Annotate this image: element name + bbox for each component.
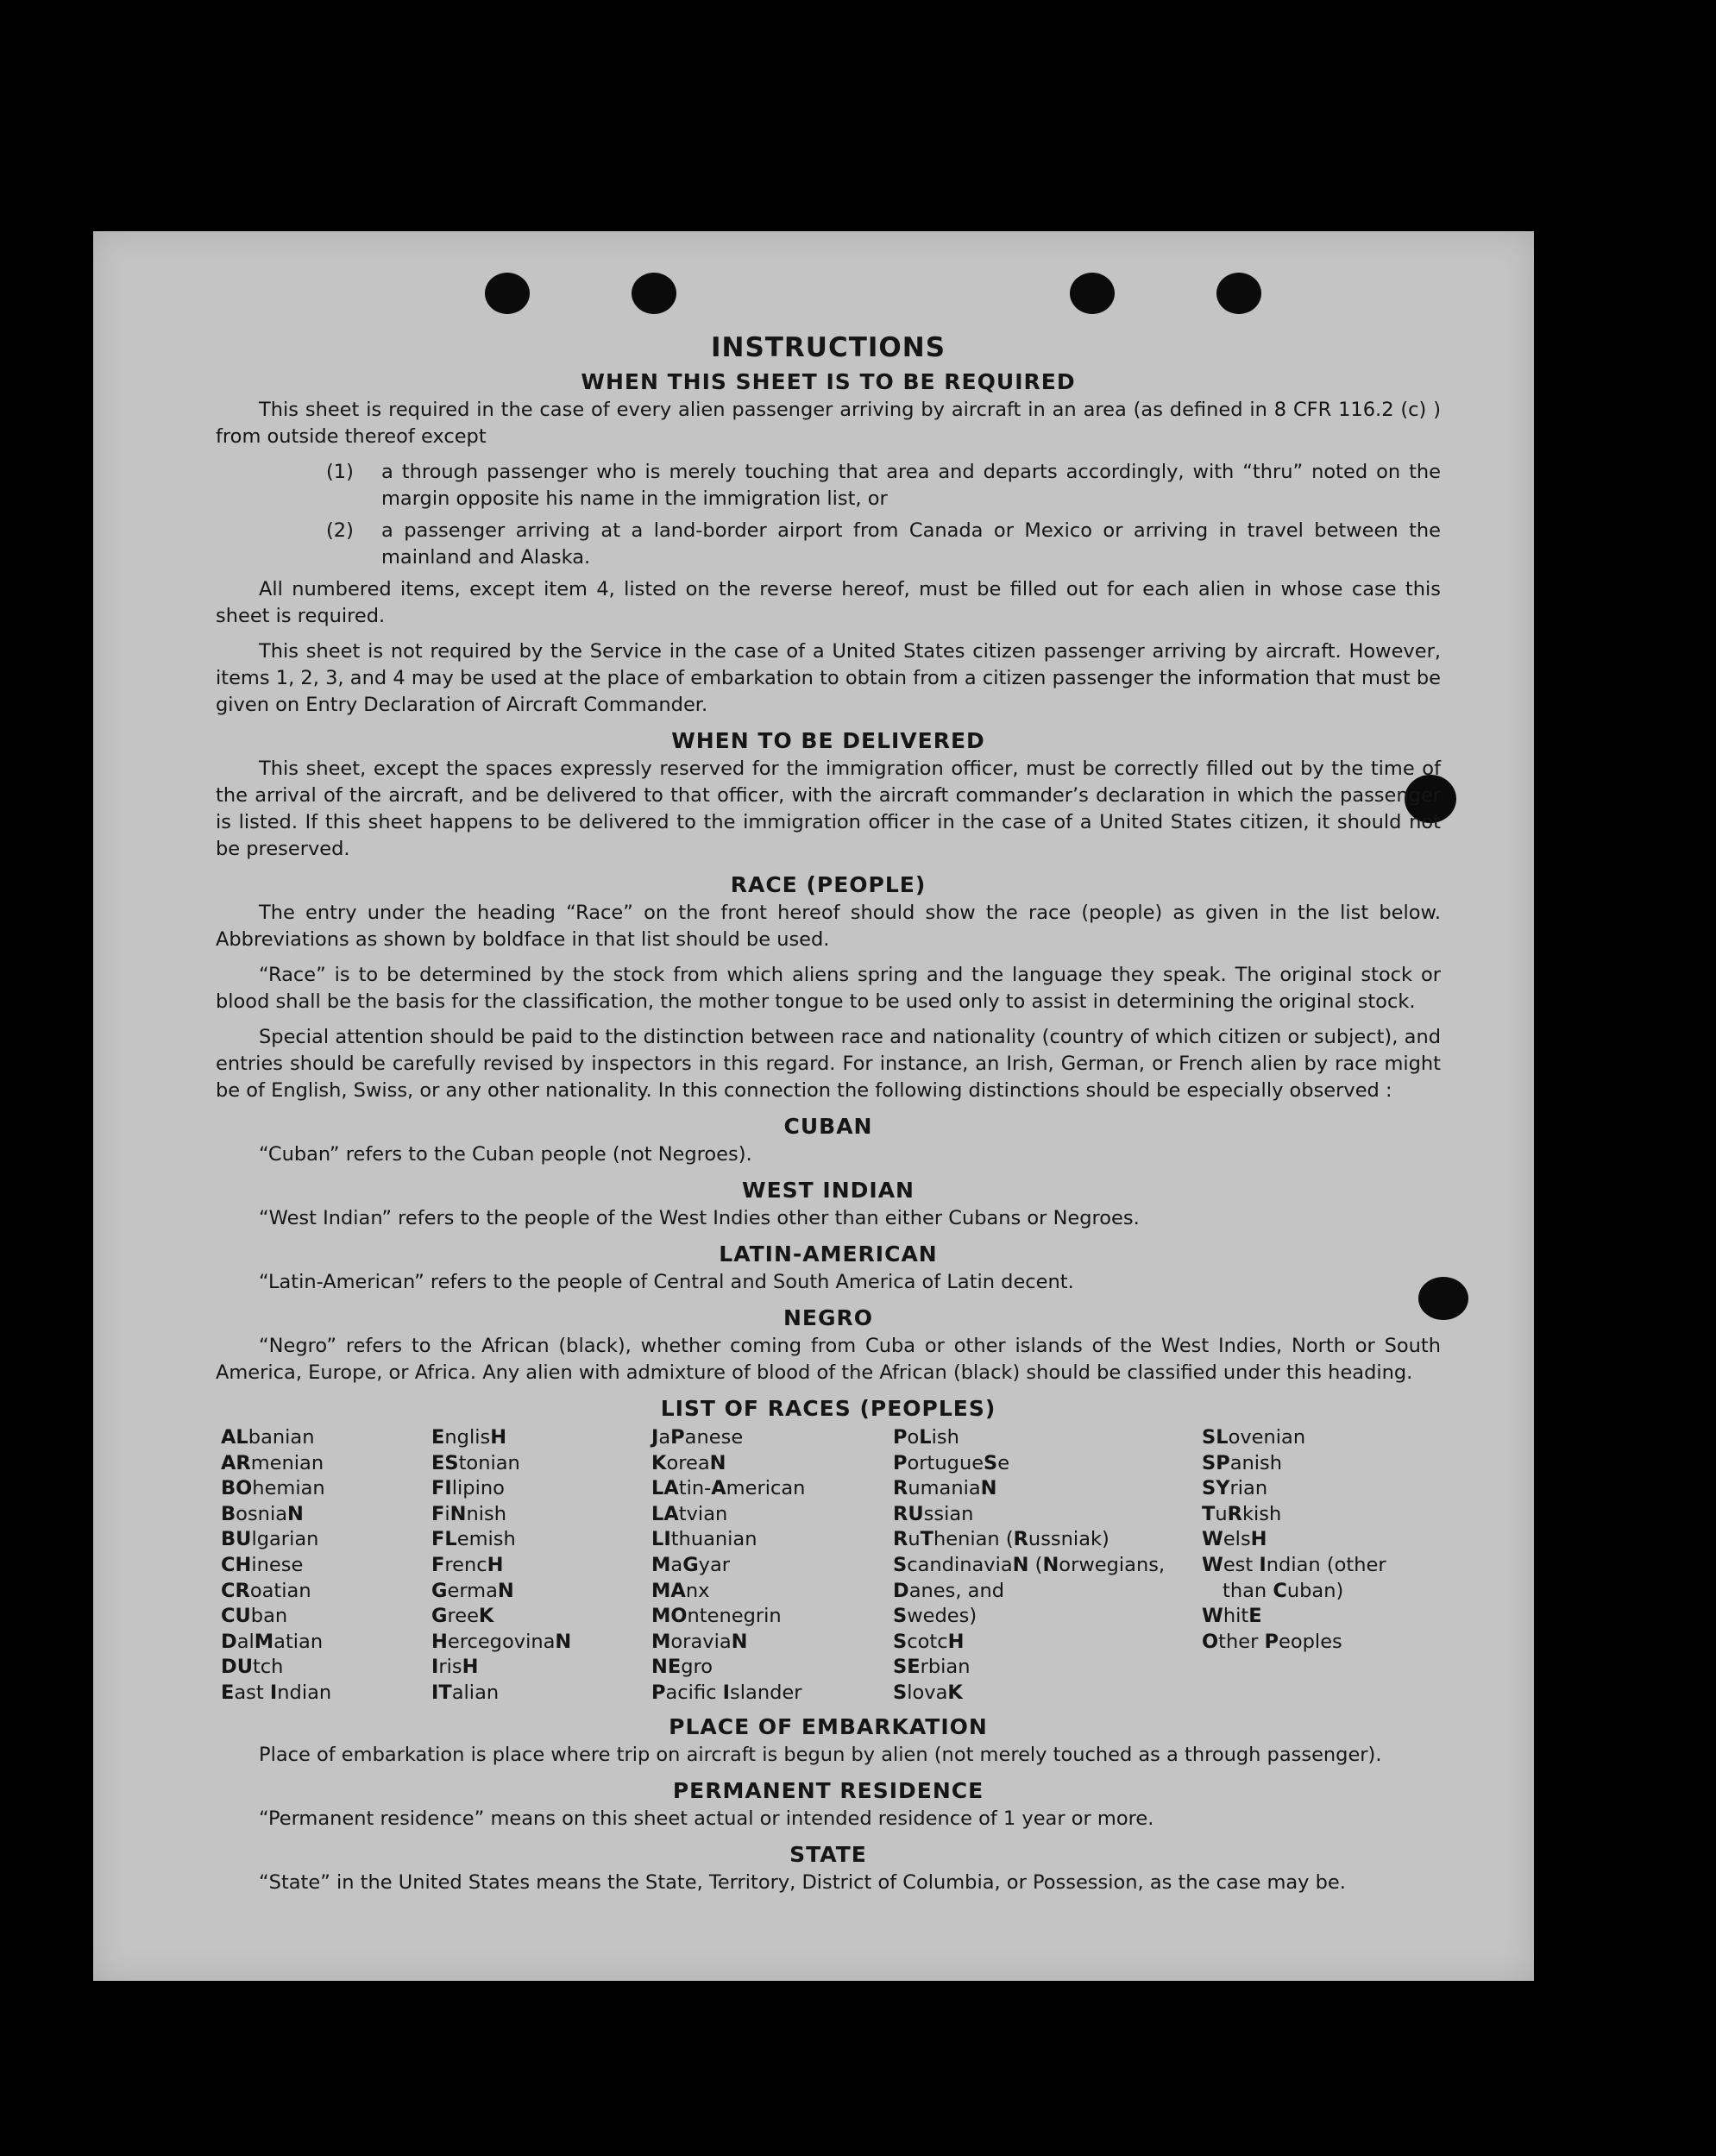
page-title: INSTRUCTIONS	[710, 332, 946, 363]
race-entry: KoreaN	[651, 1451, 726, 1474]
list-item	[216, 459, 1441, 512]
race-entry: GreeK	[431, 1605, 494, 1628]
section-heading: PLACE OF EMBARKATION	[669, 1713, 988, 1739]
paragraph: This sheet is required in the case of every alien passenger arriving by aircraft in an area (as defined in 8 CFR 116.2 (c) ) from outside thereof except	[216, 399, 1441, 448]
race-entry: LIthuanian	[651, 1528, 757, 1551]
paragraph: The entry under the heading “Race” on the front hereof should show the race (people) as given in the list below. Abbreviations as shown by boldface in that list should be used.	[216, 902, 1441, 951]
punch-hole	[1216, 273, 1261, 314]
section-heading: LATIN-AMERICAN	[719, 1241, 938, 1267]
paragraph: “Race” is to be determined by the stock from which aliens spring and the language they speak. The original stock or blood shall be the basis for the classification, the mother tongue to be used only to assist in determining the original stock.	[216, 964, 1441, 1013]
section-heading: LIST OF RACES (PEOPLES)	[660, 1396, 996, 1421]
races-column	[1202, 1425, 1435, 1707]
race-entry: RumaniaN	[893, 1477, 997, 1500]
races-column	[221, 1425, 431, 1707]
races-column	[651, 1425, 893, 1707]
race-entry: ARmenian	[221, 1451, 324, 1474]
race-entry: FrencH	[431, 1553, 504, 1576]
section-heading: RACE (PEOPLE)	[730, 872, 927, 897]
paragraph: “Latin-American” refers to the people of Central and South America of Latin decent.	[259, 1271, 1074, 1293]
race-entry: BUlgarian	[221, 1528, 319, 1551]
paragraph: Special attention should be paid to the distinction between race and nationality (country of which citizen or subject), and entries should be carefully revised by inspectors in this regard. For instance, an Irish, German, or French alien by race might be of English, Swiss, or any other nationality. In this connection the following distinctions should be especially observed :	[216, 1026, 1441, 1102]
race-entry: ALbanian	[221, 1426, 315, 1449]
section-heading: WHEN TO BE DELIVERED	[671, 728, 985, 753]
section-heading: STATE	[789, 1841, 867, 1867]
section-heading: WHEN THIS SHEET IS TO BE REQUIRED	[581, 369, 1076, 394]
race-entry: SlovaK	[893, 1681, 963, 1704]
race-entry: ScotcH	[893, 1630, 965, 1653]
race-entry: EnglisH	[431, 1426, 507, 1449]
paragraph: “West Indian” refers to the people of the West Indies other than either Cubans or Negroes.	[259, 1207, 1140, 1229]
punch-hole	[1070, 273, 1115, 314]
race-entry: MaGyar	[651, 1553, 731, 1576]
race-entry: FLemish	[431, 1528, 516, 1551]
races-list	[216, 1425, 1441, 1707]
item-number: (2)	[326, 519, 354, 542]
race-entry: DUtch	[221, 1656, 284, 1679]
race-entry: than Cuban)	[1223, 1579, 1344, 1602]
instructions-text	[216, 332, 1441, 1905]
race-entry: SErbian	[893, 1656, 971, 1679]
race-entry: BosniaN	[221, 1502, 304, 1525]
race-entry: RUssian	[893, 1502, 974, 1525]
race-entry: ITalian	[431, 1681, 500, 1704]
race-entry: FiNnish	[431, 1502, 507, 1525]
item-text: a passenger arriving at a land-border airport from Canada or Mexico or arriving in travel between the mainland and Alaska.	[381, 519, 1441, 569]
item-text: a through passenger who is merely touching that area and departs accordingly, with “thru” noted on the margin opposite his name in the immigration list, or	[381, 461, 1441, 510]
race-entry: HercegovinaN	[431, 1630, 572, 1653]
race-entry: LAtin-American	[651, 1477, 806, 1500]
paragraph: All numbered items, except item 4, listed on the reverse hereof, must be filled out for each alien in whose case this sheet is required.	[216, 578, 1441, 627]
paragraph: This sheet is not required by the Service in the case of a United States citizen passenger arriving by aircraft. However, items 1, 2, 3, and 4 may be used at the place of embarkation to obtain from a citizen passenger the information that must be given on Entry Declaration of Aircraft Commander.	[216, 640, 1441, 716]
race-entry: West Indian (other	[1202, 1553, 1386, 1576]
race-entry: LAtvian	[651, 1502, 728, 1525]
race-entry: ScandinaviaN (Norwegians,	[893, 1553, 1166, 1576]
item-number: (1)	[326, 461, 354, 483]
race-entry: PortugueSe	[893, 1451, 1010, 1474]
race-entry: CHinese	[221, 1553, 304, 1576]
race-entry: Other Peoples	[1202, 1630, 1342, 1653]
race-entry: NEgro	[651, 1656, 713, 1679]
race-entry: East Indian	[221, 1681, 332, 1704]
race-entry: GermaN	[431, 1579, 514, 1602]
paragraph: This sheet, except the spaces expressly reserved for the immigration officer, must be correctly filled out by the time of the arrival of the aircraft, and be delivered to that officer, with the aircraft commander’s declaration in which the passenger is listed. If this sheet happens to be delivered to the immigration officer in the case of a United States citizen, it should not be preserved.	[216, 757, 1441, 860]
document-page	[93, 231, 1534, 1981]
section-heading: WEST INDIAN	[742, 1178, 915, 1203]
races-column	[431, 1425, 651, 1707]
races-column	[893, 1425, 1202, 1707]
race-entry: Swedes)	[893, 1605, 977, 1628]
race-entry: Danes, and	[893, 1579, 1004, 1602]
race-entry: SLovenian	[1202, 1426, 1306, 1449]
race-entry: DalMatian	[221, 1630, 324, 1653]
paragraph: “Cuban” refers to the Cuban people (not Negroes).	[259, 1143, 752, 1166]
paragraph: “State” in the United States means the State, Territory, District of Columbia, or Possession, as the case may be.	[259, 1870, 1346, 1894]
race-entry: WhitE	[1202, 1605, 1262, 1628]
race-entry: EStonian	[431, 1451, 520, 1474]
list-item	[216, 518, 1441, 571]
race-entry: WelsH	[1202, 1528, 1267, 1551]
paragraph: “Permanent residence” means on this sheet actual or intended residence of 1 year or more.	[259, 1807, 1154, 1830]
race-entry: SYrian	[1202, 1477, 1268, 1500]
paragraph: Place of embarkation is place where trip on aircraft is begun by alien (not merely touched as a through passenger).	[259, 1743, 1382, 1766]
paragraph: “Negro” refers to the African (black), whether coming from Cuba or other islands of the West Indies, North or South America, Europe, or Africa. Any alien with admixture of blood of the African (black) should be classified under this heading.	[216, 1335, 1441, 1384]
section-heading: CUBAN	[783, 1114, 873, 1139]
race-entry: IrisH	[431, 1656, 479, 1679]
punch-hole	[485, 273, 530, 314]
section-heading: NEGRO	[783, 1305, 874, 1330]
race-entry: CUban	[221, 1605, 288, 1628]
race-entry: RuThenian (Russniak)	[893, 1528, 1109, 1551]
race-entry: PoLish	[893, 1426, 959, 1449]
race-entry: Pacifc Islander	[651, 1681, 802, 1704]
race-entry: FIlipino	[431, 1477, 505, 1500]
punch-hole	[632, 273, 676, 314]
race-entry: BOhemian	[221, 1477, 325, 1500]
race-entry: CRoatian	[221, 1579, 311, 1602]
section-heading: PERMANENT RESIDENCE	[672, 1777, 984, 1803]
race-entry: MOntenegrin	[651, 1605, 782, 1628]
race-entry: MAnx	[651, 1579, 710, 1602]
race-entry: TuRkish	[1202, 1502, 1282, 1525]
race-entry: MoraviaN	[651, 1630, 748, 1653]
race-entry: SPanish	[1202, 1451, 1283, 1474]
race-entry: JaPanese	[651, 1426, 744, 1449]
